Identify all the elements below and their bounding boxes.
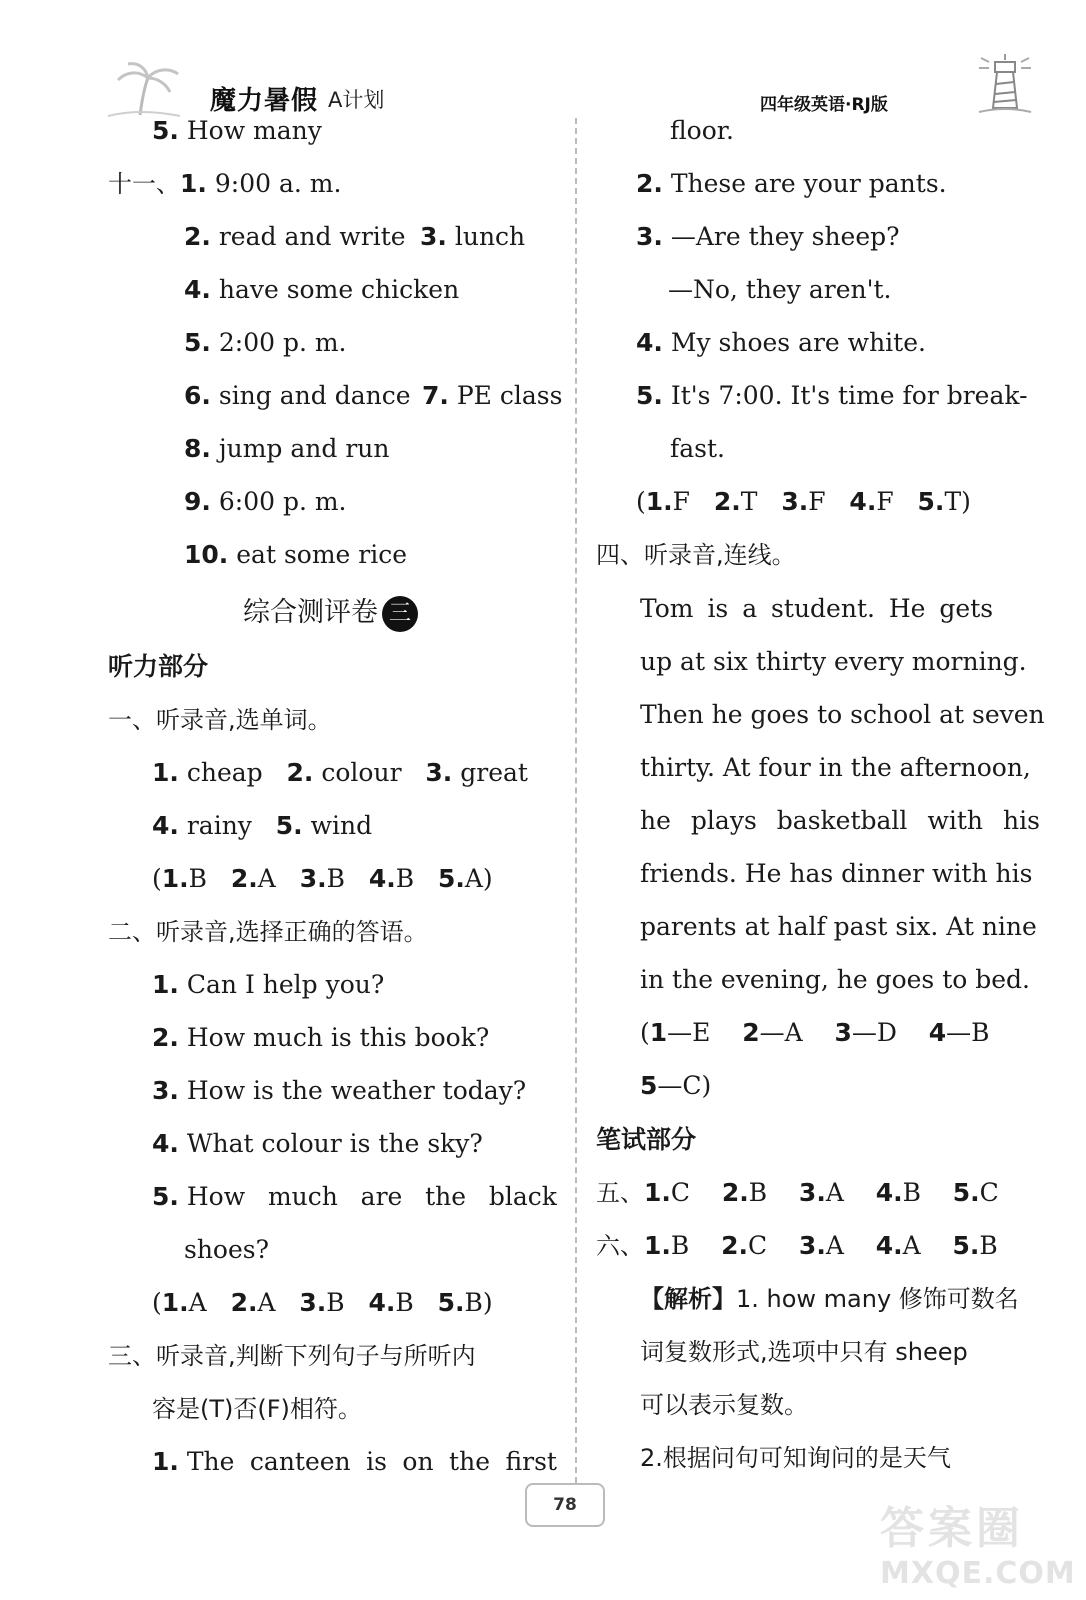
test-number-badge: 三 <box>382 596 418 632</box>
section-11-line: 十一、1. 9:00 a. m. <box>108 169 342 198</box>
section-5-answers: 五、1.C 2.B 3.A 4.B 5.C <box>596 1178 999 1207</box>
transcript-line: he plays basketball with his <box>640 806 1040 835</box>
answer-line: 3. lunch <box>420 222 526 251</box>
answer-line-continued: fast. <box>670 434 725 463</box>
answer-line: 6. sing and dance <box>184 381 411 410</box>
page-number: 78 <box>525 1483 605 1527</box>
transcript-line: up at six thirty every morning. <box>640 647 1027 676</box>
writing-heading: 笔试部分 <box>596 1125 697 1154</box>
section-6-answers: 六、1.B 2.C 3.A 4.A 5.B <box>596 1231 998 1260</box>
answer-line: 3. —Are they sheep? <box>636 222 900 251</box>
section-3-title-continued: 容是(T)否(F)相符。 <box>152 1395 362 1423</box>
answer-line: 5. How much are the black <box>152 1182 557 1211</box>
section-2-title: 二、听录音,选择正确的答语。 <box>108 918 428 946</box>
watermark-url: MXQE.COM <box>880 1556 1076 1591</box>
answer-line: 4. What colour is the sky? <box>152 1129 483 1158</box>
answer-line: 10. eat some rice <box>184 540 408 569</box>
answer-line: 5. It's 7:00. It's time for break- <box>636 381 1028 410</box>
watermark-logo-text: 答案圈 <box>880 1503 1024 1554</box>
answer-line: 4. My shoes are white. <box>636 328 926 357</box>
header-left <box>100 60 430 120</box>
answer-key: (1—E 2—A 3—D 4—B <box>640 1018 990 1047</box>
analysis-line: 【解析】1. how many 修饰可数名 <box>640 1285 1019 1313</box>
analysis-line: 2.根据问句可知询问的是天气 <box>640 1444 951 1472</box>
analysis-label: 【解析】 <box>640 1285 736 1313</box>
transcript-line: Tom is a student. He gets <box>640 594 994 623</box>
section-3-title: 三、听录音,判断下列句子与所听内 <box>108 1342 476 1370</box>
test-title: 综合测评卷 三 <box>243 594 418 632</box>
answer-key: (1.A 2.A 3.B 4.B 5.B) <box>152 1288 493 1317</box>
answer-line: 4. rainy 5. wind <box>152 811 373 840</box>
transcript-line: thirty. At four in the afternoon, <box>640 753 1031 782</box>
answer-line-continued: floor. <box>670 116 734 145</box>
answer-line: 2. read and write <box>184 222 406 251</box>
answer-line: 7. PE class <box>422 381 563 410</box>
answer-line: 1. Can I help you? <box>152 970 385 999</box>
section-4-title: 四、听录音,连线。 <box>596 541 796 569</box>
answer-line: 1. cheap 2. colour 3. great <box>152 758 528 787</box>
answer-line-continued: —No, they aren't. <box>668 275 892 304</box>
answer-line: 9. 6:00 p. m. <box>184 487 347 516</box>
answer-line: 5. How many <box>152 116 322 145</box>
answer-line: 5. 2:00 p. m. <box>184 328 347 357</box>
listening-heading: 听力部分 <box>108 652 209 681</box>
answer-line: 2. These are your pants. <box>636 169 947 198</box>
analysis-line: 可以表示复数。 <box>640 1391 808 1419</box>
transcript-line: parents at half past six. At nine <box>640 912 1037 941</box>
answer-line: 3. How is the weather today? <box>152 1076 527 1105</box>
answer-line: 4. have some chicken <box>184 275 460 304</box>
series-title: 魔力暑假 <box>210 86 319 116</box>
answer-key-continued: 5—C) <box>640 1071 712 1100</box>
lighthouse-icon <box>975 50 1035 120</box>
answer-key: (1.B 2.A 3.B 4.B 5.A) <box>152 864 493 893</box>
answer-line: 1. The canteen is on the first <box>152 1447 557 1476</box>
transcript-line: friends. He has dinner with his <box>640 859 1033 888</box>
palm-tree-icon <box>100 60 210 120</box>
column-divider <box>575 118 577 1483</box>
analysis-line: 词复数形式,选项中只有 sheep <box>640 1338 968 1366</box>
plan-label: A计划 <box>328 88 385 112</box>
answer-line: 8. jump and run <box>184 434 390 463</box>
transcript-line: Then he goes to school at seven <box>640 700 1045 729</box>
watermark <box>880 1492 1076 1591</box>
section-1-title: 一、听录音,选单词。 <box>108 706 332 734</box>
transcript-line: in the evening, he goes to bed. <box>640 965 1031 994</box>
answer-line: 2. How much is this book? <box>152 1023 490 1052</box>
answer-key: (1.F 2.T 3.F 4.F 5.T) <box>636 487 971 516</box>
grade-label: 四年级英语·RJ版 <box>760 95 888 115</box>
answer-line-continued: shoes? <box>184 1235 270 1264</box>
